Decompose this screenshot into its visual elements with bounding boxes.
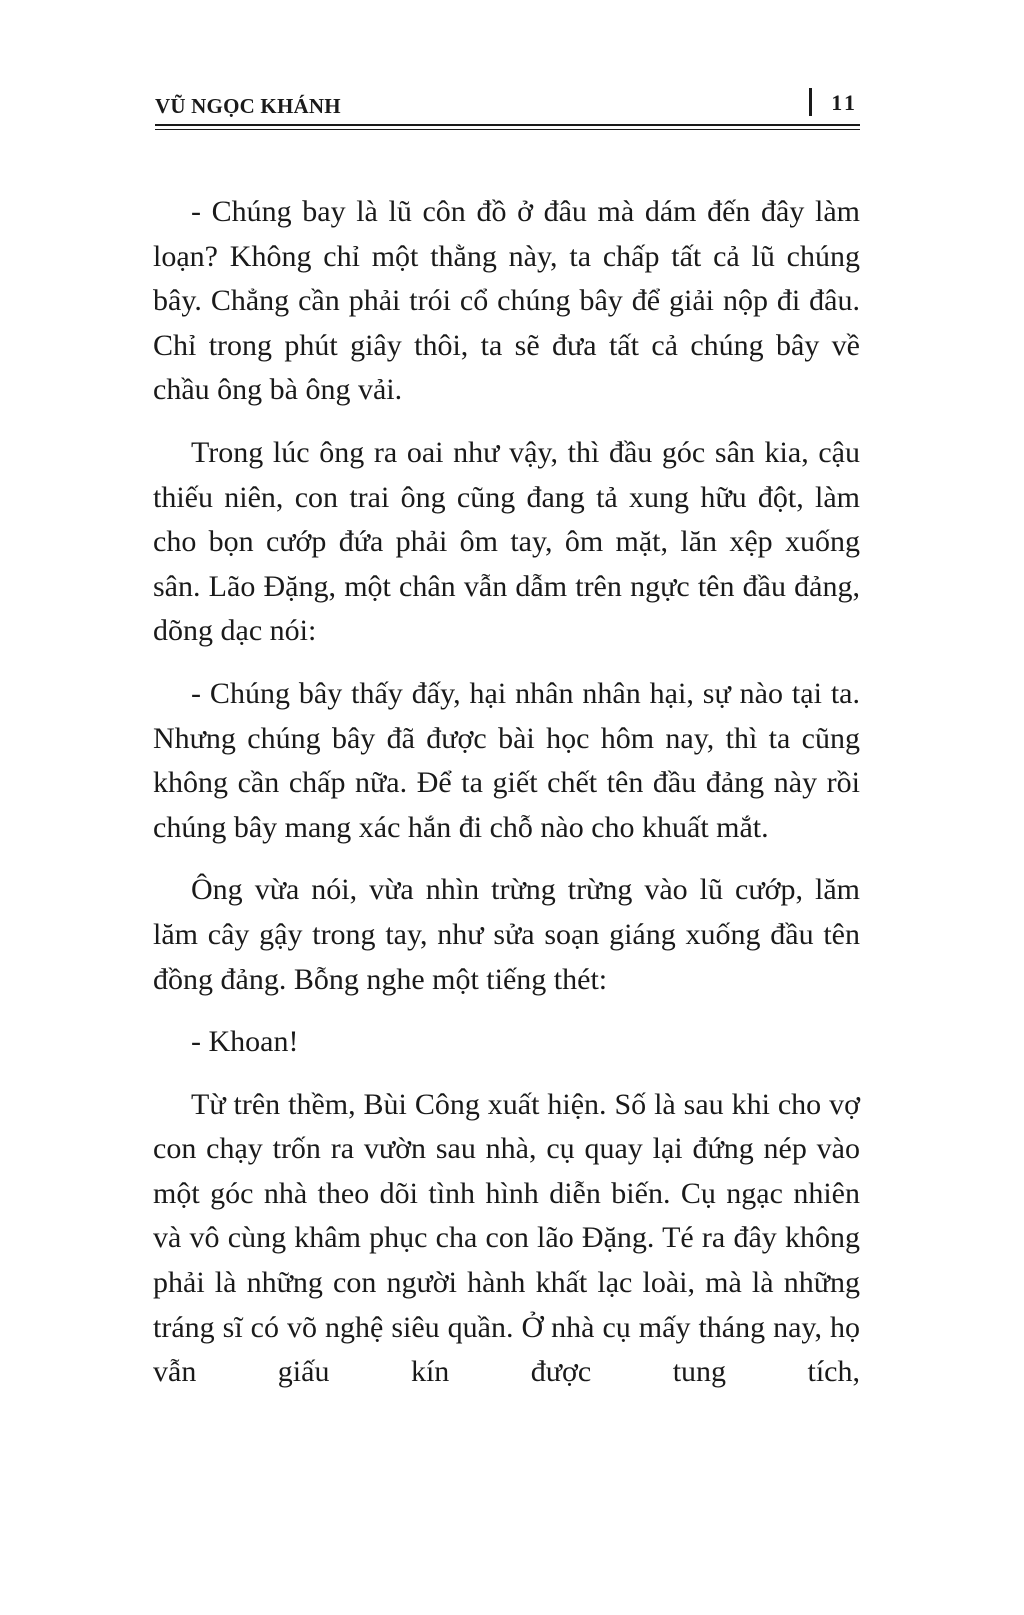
paragraph-6: Từ trên thềm, Bùi Công xuất hiện. Số là sau khi cho vợ con chạy trốn ra vườn sau nhà, cụ quay lại đứng nép vào một góc nhà theo dõi tình hình diễn biến. Cụ ngạc nhiên và vô cùng khâm phục cha con lão Đặng. Té ra đây không phải là những con người hành khất lạc loài, mà là những tráng sĩ có võ nghệ siêu quần. Ở nhà cụ mấy tháng nay, họ vẫn giấu kín được tung tích, (153, 1087, 860, 1389)
paragraph-4: Ông vừa nói, vừa nhìn trừng trừng vào lũ cướp, lăm lăm cây gậy trong tay, như sửa soạn giáng xuống đầu tên đồng đảng. Bỗng nghe một tiếng thét: (153, 873, 860, 996)
body-text (153, 190, 860, 1413)
header-rule-thin (155, 129, 860, 130)
running-header (155, 88, 860, 124)
page-number: 11 (831, 90, 858, 115)
paragraph-2: Trong lúc ông ra oai như vậy, thì đầu góc sân kia, cậu thiếu niên, con trai ông cũng đang tả xung hữu đột, làm cho bọn cướp đứa phải ôm tay, ôm mặt, lăn xệp xuống sân. Lão Đặng, một chân vẫn dẫm trên ngực tên đầu đảng, dõng dạc nói: (153, 435, 860, 648)
header-author: VŨ NGỌC KHÁNH (155, 94, 341, 118)
paragraph-1: - Chúng bay là lũ côn đồ ở đâu mà dám đến đây làm loạn? Không chỉ một thằng này, ta chấp tất cả lũ chúng bây. Chẳng cần phải trói cổ chúng bây để giải nộp đi đâu. Chỉ trong phút giây thôi, ta sẽ đưa tất cả chúng bây về chầu ông bà ông vải. (153, 195, 860, 407)
paragraph-5: - Khoan! (191, 1025, 299, 1059)
header-separator (809, 88, 812, 116)
paragraph-3: - Chúng bây thấy đấy, hại nhân nhân hại, sự nào tại ta. Nhưng chúng bây đã được bài học hôm nay, thì ta cũng không cần chấp nữa. Để ta giết chết tên đầu đảng này rồi chúng bây mang xác hắn đi chỗ nào cho khuất mắt. (153, 676, 860, 844)
header-rule-thick (155, 124, 860, 126)
